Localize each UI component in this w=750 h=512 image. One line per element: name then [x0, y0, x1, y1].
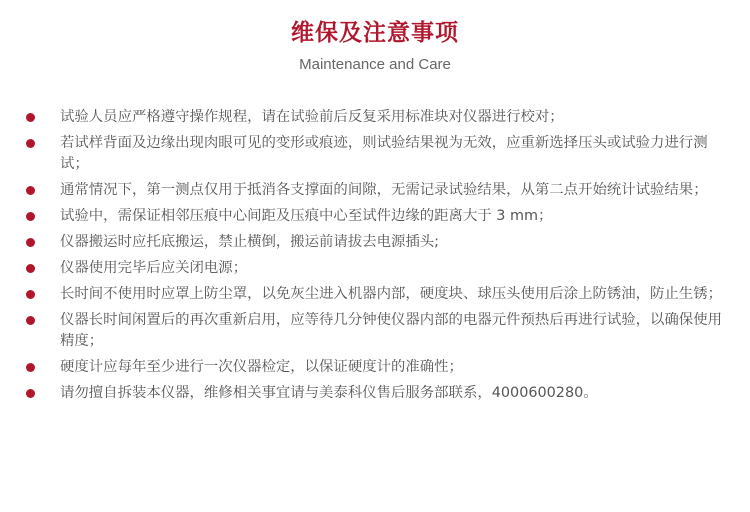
list-item	[26, 284, 726, 305]
bullet-dot-icon	[26, 363, 35, 372]
bullet-dot-icon	[26, 113, 35, 122]
bullet-dot-icon	[26, 316, 35, 325]
page-header	[0, 18, 750, 74]
bullet-dot-icon	[26, 186, 35, 195]
bullet-dot-icon	[26, 238, 35, 247]
list-item	[26, 180, 726, 201]
list-item	[26, 133, 726, 175]
bullet-dot-icon	[26, 389, 35, 398]
list-item	[26, 357, 726, 378]
list-item	[26, 107, 726, 128]
list-item-text: 通常情况下，第一测点仅用于抵消各支撑面的间隙，无需记录试验结果，从第二点开始统计试验结果；	[60, 182, 708, 198]
list-item-text: 若试样背面及边缘出现肉眼可见的变形或痕迹，则试验结果视为无效，应重新选择压头或试验力进行测试；	[60, 135, 708, 172]
list-item-text: 仪器长时间闲置后的再次重新启用，应等待几分钟使仪器内部的电器元件预热后再进行试验，以确保使用精度；	[60, 312, 722, 349]
list-item-text: 试验中，需保证相邻压痕中心间距及压痕中心至试件边缘的距离大于 3 mm；	[60, 208, 553, 224]
list-item	[26, 232, 726, 253]
list-item-text: 请勿擅自拆装本仪器，维修相关事宜请与美泰科仪售后服务部联系，4000600280。	[60, 385, 598, 401]
bullet-dot-icon	[26, 212, 35, 221]
bullet-dot-icon	[26, 290, 35, 299]
list-item-text: 仪器搬运时应托底搬运，禁止横倒，搬运前请拔去电源插头;	[60, 234, 440, 250]
page-title: 维保及注意事项	[291, 20, 459, 46]
list-item	[26, 383, 726, 404]
list-item	[26, 206, 726, 227]
list-item-text: 长时间不使用时应罩上防尘罩，以免灰尘进入机器内部，硬度块、球压头使用后涂上防锈油，防止生锈；	[60, 286, 722, 302]
bullet-dot-icon	[26, 264, 35, 273]
bullet-dot-icon	[26, 139, 35, 148]
list-item	[26, 258, 726, 279]
list-item-text: 试验人员应严格遵守操作规程，请在试验前后反复采用标准块对仪器进行校对；	[60, 109, 564, 125]
maintenance-list	[26, 107, 726, 409]
list-item-text: 硬度计应每年至少进行一次仪器检定，以保证硬度计的准确性；	[60, 359, 463, 375]
page-subtitle: Maintenance and Care	[299, 56, 451, 73]
list-item	[26, 310, 726, 352]
list-item-text: 仪器使用完毕后应关闭电源；	[60, 260, 248, 276]
